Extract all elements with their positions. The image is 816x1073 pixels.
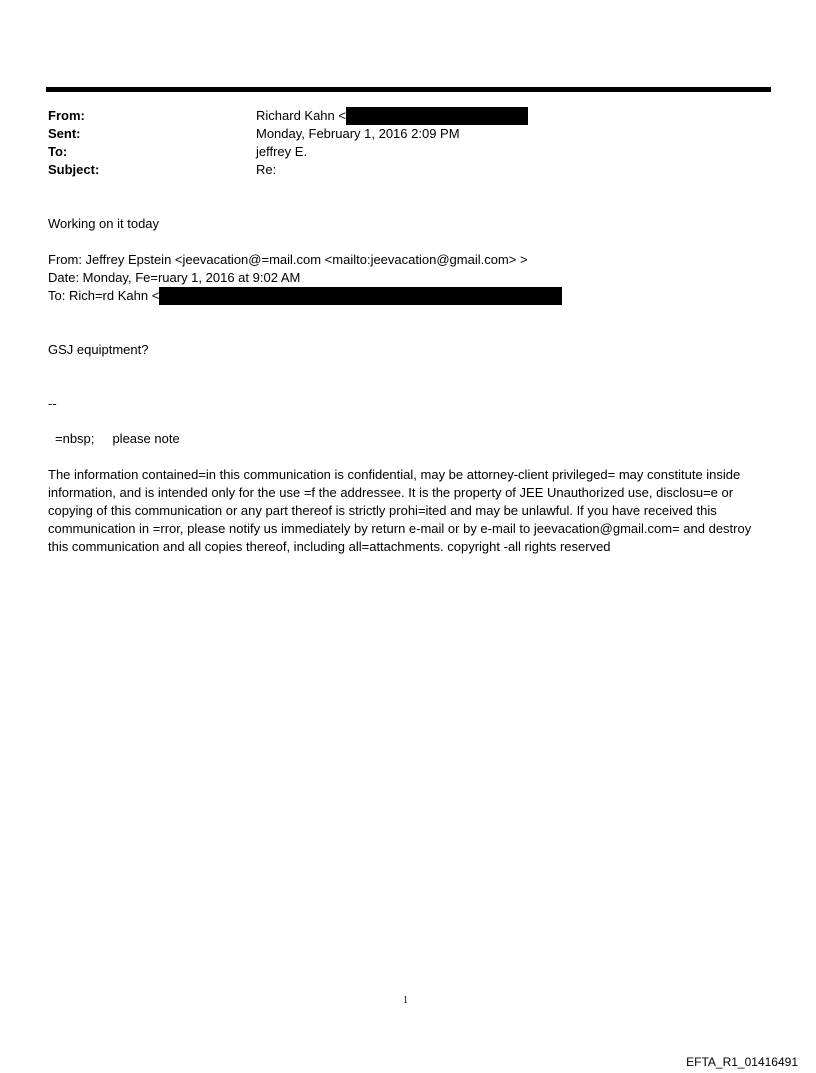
quoted-to: To: Rich=rd Kahn < [48,288,160,303]
to-label: To: [48,144,68,159]
redaction-bar [159,287,562,305]
subject-label: Subject: [48,162,100,177]
quoted-date: Date: Monday, Fe=ruary 1, 2016 at 9:02 AM [48,270,301,285]
from-value: Richard Kahn < [256,108,346,123]
quoted-to-row [48,287,562,305]
sent-value: Monday, February 1, 2016 2:09 PM [256,126,460,141]
sent-label: Sent: [48,126,81,141]
page-number: 1 [403,995,408,1006]
document-id: EFTA_R1_01416491 [686,1055,798,1069]
nbsp-line: =nbsp; please note [55,431,180,446]
quoted-from: From: Jeffrey Epstein <jeevacation@=mail.com <mailto:jeevacation@gmail.com> > [48,252,528,267]
to-value: jeffrey E. [256,144,308,159]
subject-value: Re: [256,162,277,177]
redaction-bar [346,107,528,125]
reply-line: Working on it today [48,216,160,231]
disclaimer-paragraph: The information contained=in this communication is confidential, may be attorney-client privileged= may constitute inside information, and is intended only for the use =f the addressee. It is the property of JEE Unauthorized use, disclosu=e or copying of this communication or any part thereof is strictly prohi=ited and may be unlawful. If you have received this communication in =rror, please notify us immediately by return e-mail or by e-mail to jeevacation@gmail.com= and destroy this communication and all copies thereof, including all=attachments. copyright -all rights reserved [48,467,752,554]
from-label: From: [48,108,85,123]
header-rule [46,87,771,92]
question-line: GSJ equiptment? [48,342,149,357]
signature-separator: -- [48,396,57,411]
